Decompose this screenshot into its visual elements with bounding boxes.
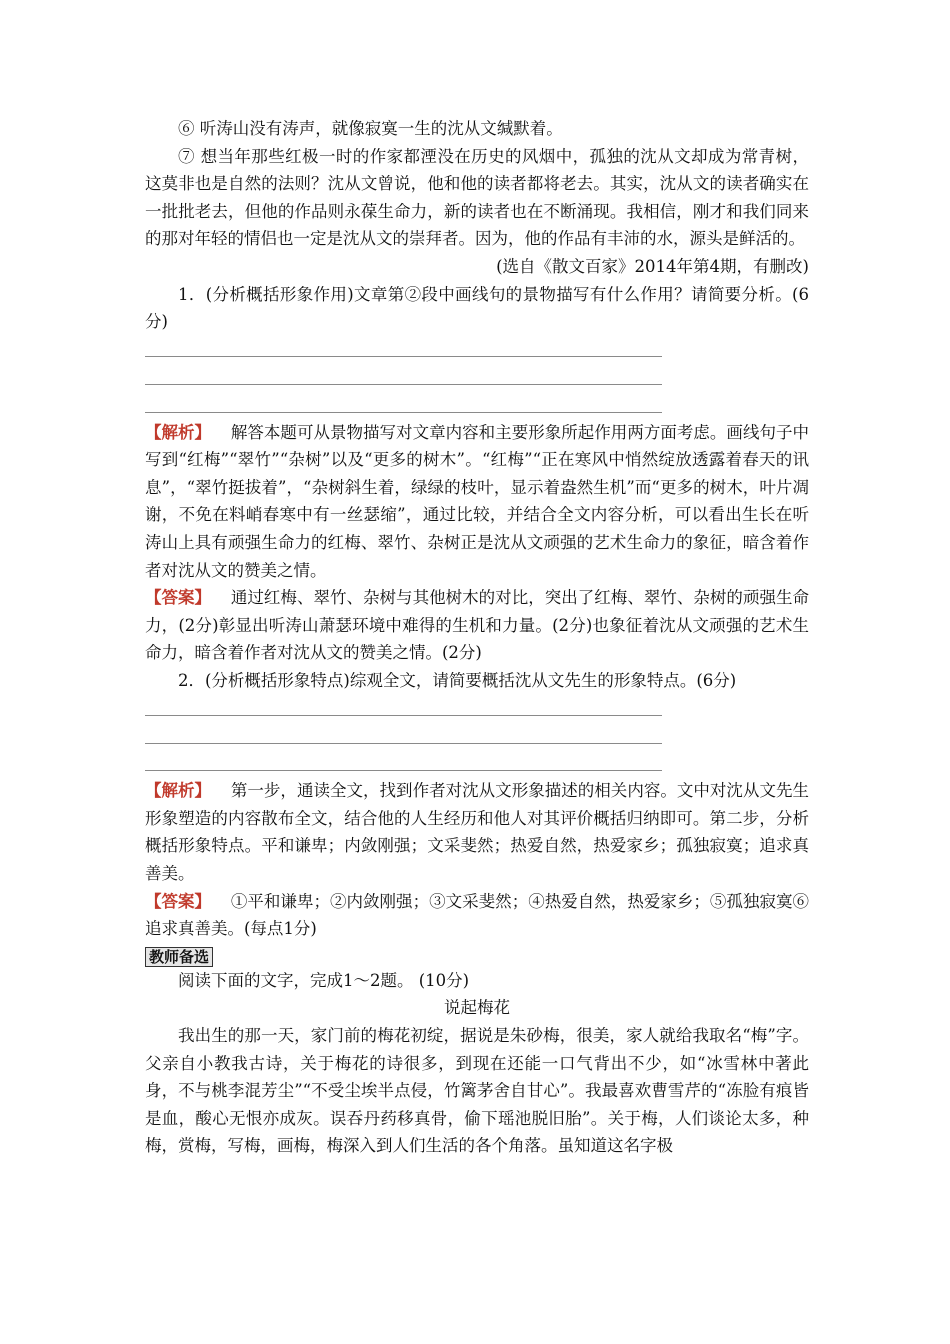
answer-tag: 【答案】 (145, 588, 212, 608)
q1-analysis (145, 419, 809, 585)
q2-analysis-text: 第一步，通读全文，找到作者对沈从文形象描述的相关内容。文中对沈从文先生形象塑造的内容散布全文，结合他的人生经历和他人对其评价概括归纳即可。第二步，分析概括形象特点。平和谦卑；内敛刚强；文采斐然；热爱自然，热爱家乡；孤独寂寞；追求真善美。 (145, 781, 810, 884)
answer-tag: 【答案】 (145, 891, 212, 911)
article-paragraph-6: ⑥ 听涛山没有涛声，就像寂寞一生的沈从文缄默着。 (178, 119, 563, 138)
passage-title: 说起梅花 (444, 998, 510, 1018)
analysis-tag: 【解析】 (145, 781, 212, 801)
page-content (145, 115, 809, 1160)
article-paragraph-7: ⑦ 想当年那些红极一时的作家都湮没在历史的风烟中，孤独的沈从文却成为常青树，这莫非也是自然的法则？沈从文曾说，他和他的读者都将老去。其实，沈从文的读者确实在一批批老去，但他的作品则永葆生命力，新的读者也在不断涌现。我相信，刚才和我们同来的那对年轻的情侣也一定是沈从文的崇拜者。因为，他的作品有丰沛的水，源头是鲜活的。 (145, 146, 809, 249)
answer-line[interactable] (145, 336, 809, 364)
question-1: 1．(分析概括形象作用)文章第②段中画线句的景物描写有什么作用？请简要分析。(6分) (145, 284, 809, 332)
answer-line[interactable] (145, 391, 809, 419)
reading-instruction: 阅读下面的文字，完成1～2题。 (10分) (178, 970, 470, 990)
answer-line[interactable] (145, 722, 809, 750)
q1-analysis-text: 解答本题可从景物描写对文章内容和主要形象所起作用两方面考虑。画线句子中写到“红梅”“翠竹”“杂树”以及“更多的树木”。“红梅”“正在寒风中悄然绽放透露着春天的讯息”，“翠竹挺拔着”，“杂树斜生着，绿绿的枝叶，显示着盎然生机”而“更多的树木，叶片凋谢，不免在料峭春寒中有一丝瑟缩”，通过比较，并结合全文内容分析，可以看出生长在听涛山上具有顽强生命力的红梅、翠竹、杂树正是沈从文顽强的艺术生命力的象征，暗含着作者对沈从文的赞美之情。 (145, 422, 810, 580)
answer-line[interactable] (145, 363, 809, 391)
q2-answer-text: ①平和谦卑；②内敛刚强；③文采斐然；④热爱自然，热爱家乡；⑤孤独寂寞⑥追求真善美。(每点1分) (145, 891, 810, 939)
article-source: (选自《散文百家》2014年第4期，有删改) (496, 256, 809, 276)
q2-analysis (145, 777, 809, 887)
teacher-section-header (145, 943, 809, 967)
answer-line[interactable] (145, 694, 809, 722)
q1-answer-text: 通过红梅、翠竹、杂树与其他树木的对比，突出了红梅、翠竹、杂树的顽强生命力，(2分)彰显出听涛山萧瑟环境中难得的生机和力量。(2分)也象征着沈从文顽强的艺术生命力，暗含着作者对沈从文的赞美之情。(2分) (145, 588, 810, 663)
q2-answer (145, 888, 809, 943)
answer-line[interactable] (145, 750, 809, 778)
question-2: 2．(分析概括形象特点)综观全文，请简要概括沈从文先生的形象特点。(6分) (178, 670, 737, 690)
q1-answer (145, 584, 809, 667)
analysis-tag: 【解析】 (145, 422, 212, 442)
teacher-box-label: 教师备选 (145, 947, 213, 967)
passage-paragraph-1: 我出生的那一天，家门前的梅花初绽，据说是朱砂梅，很美，家人就给我取名“梅”字。父亲自小教我古诗，关于梅花的诗很多，到现在还能一口气背出不少，如“冰雪林中著此身，不与桃李混芳尘”“不受尘埃半点侵，竹篱茅舍自甘心”。我最喜欢曹雪芹的“冻脸有痕皆是血，酸心无恨亦成灰。误吞丹药移真骨，偷下瑶池脱旧胎”。关于梅，人们谈论太多，种梅，赏梅，写梅，画梅，梅深入到人们生活的各个角落。虽知道这名字极 (145, 1026, 809, 1156)
